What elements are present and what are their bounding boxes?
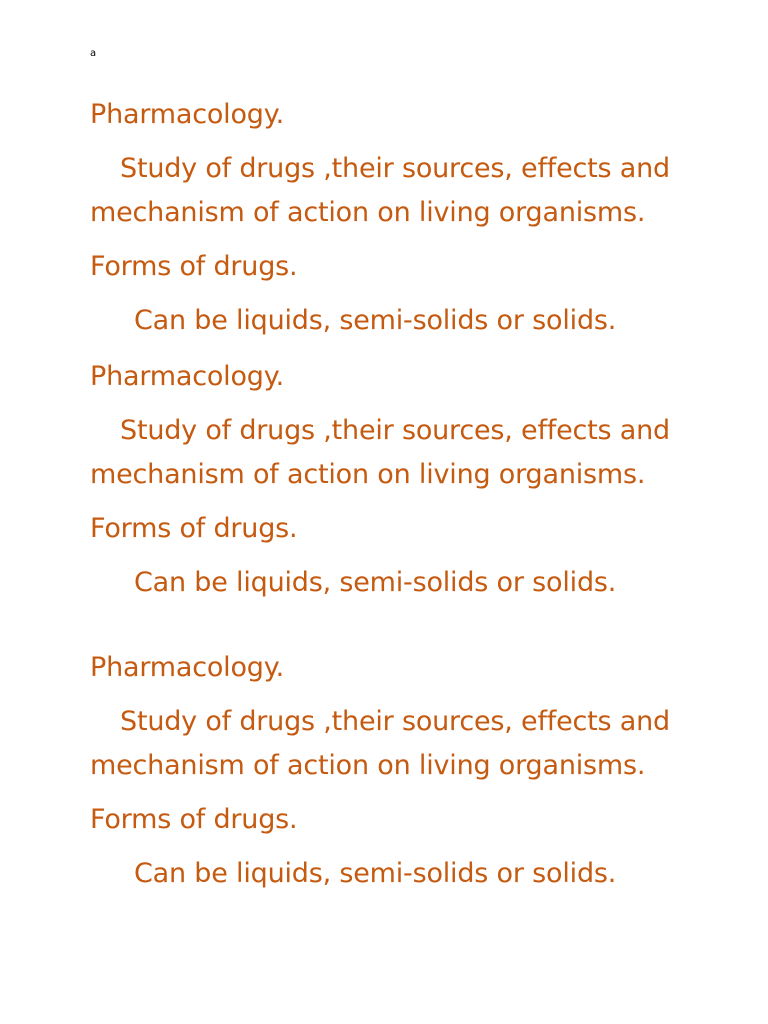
section-2 <box>90 355 730 605</box>
section-subheading: Forms of drugs. <box>90 251 298 282</box>
definition-line-2: mechanism of action on living organisms. <box>90 197 646 228</box>
definition-line-1: Study of drugs ,their sources, effects and <box>120 415 670 446</box>
header-mark: a <box>90 48 97 59</box>
section-subheading: Forms of drugs. <box>90 804 298 835</box>
definition-line-2: mechanism of action on living organisms. <box>90 459 646 490</box>
section-3 <box>90 646 730 896</box>
section-subheading: Forms of drugs. <box>90 513 298 544</box>
forms-text: Can be liquids, semi-solids or solids. <box>134 567 617 598</box>
section-heading: Pharmacology. <box>90 652 285 683</box>
section-heading: Pharmacology. <box>90 99 285 130</box>
definition-line-2: mechanism of action on living organisms. <box>90 750 646 781</box>
section-heading: Pharmacology. <box>90 361 285 392</box>
section-1 <box>90 93 730 343</box>
definition-line-1: Study of drugs ,their sources, effects and <box>120 706 670 737</box>
definition-line-1: Study of drugs ,their sources, effects and <box>120 153 670 184</box>
forms-text: Can be liquids, semi-solids or solids. <box>134 305 617 336</box>
forms-text: Can be liquids, semi-solids or solids. <box>134 858 617 889</box>
